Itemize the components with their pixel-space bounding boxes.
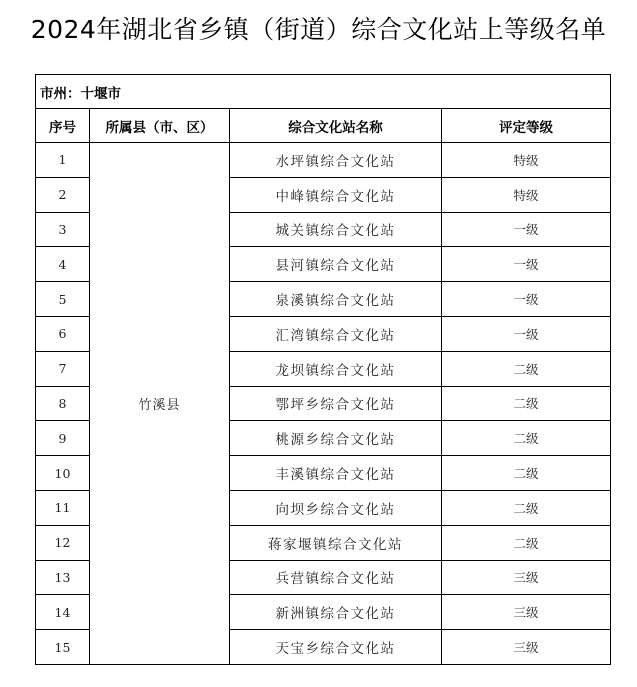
row-number: 13 <box>36 560 90 595</box>
grade-cell: 二级 <box>442 490 611 525</box>
station-name: 天宝乡综合文化站 <box>230 630 442 665</box>
station-name: 向坝乡综合文化站 <box>230 490 442 525</box>
station-name: 水坪镇综合文化站 <box>230 143 442 178</box>
row-number: 11 <box>36 490 90 525</box>
station-name: 县河镇综合文化站 <box>230 247 442 282</box>
row-number: 2 <box>36 177 90 212</box>
row-number: 1 <box>36 143 90 178</box>
row-number: 5 <box>36 282 90 317</box>
grade-cell: 二级 <box>442 421 611 456</box>
row-number: 9 <box>36 421 90 456</box>
county-cell: 竹溪县 <box>90 143 230 665</box>
header-no: 序号 <box>36 109 90 143</box>
header-grade: 评定等级 <box>442 109 611 143</box>
region-cell <box>36 75 611 109</box>
grade-cell: 二级 <box>442 351 611 386</box>
row-number: 3 <box>36 212 90 247</box>
row-number: 14 <box>36 595 90 630</box>
grade-cell: 一级 <box>442 282 611 317</box>
station-name: 汇湾镇综合文化站 <box>230 316 442 351</box>
station-name: 城关镇综合文化站 <box>230 212 442 247</box>
row-number: 8 <box>36 386 90 421</box>
station-name: 龙坝镇综合文化站 <box>230 351 442 386</box>
row-number: 4 <box>36 247 90 282</box>
grade-cell: 一级 <box>442 316 611 351</box>
station-name: 中峰镇综合文化站 <box>230 177 442 212</box>
region-label: 市州： <box>40 85 81 102</box>
grade-cell: 一级 <box>442 212 611 247</box>
grade-cell: 三级 <box>442 630 611 665</box>
grade-cell: 特级 <box>442 143 611 178</box>
grade-cell: 特级 <box>442 177 611 212</box>
row-number: 10 <box>36 456 90 491</box>
row-number: 7 <box>36 351 90 386</box>
station-name: 蒋家堰镇综合文化站 <box>230 525 442 560</box>
region-value: 十堰市 <box>80 85 121 102</box>
station-name: 新洲镇综合文化站 <box>230 595 442 630</box>
station-name: 丰溪镇综合文化站 <box>230 456 442 491</box>
header-row <box>36 109 611 143</box>
grade-cell: 二级 <box>442 525 611 560</box>
row-number: 12 <box>36 525 90 560</box>
page-title: 2024年湖北省乡镇（街道）综合文化站上等级名单 <box>30 15 607 44</box>
station-name: 泉溪镇综合文化站 <box>230 282 442 317</box>
grade-cell: 一级 <box>442 247 611 282</box>
header-county: 所属县（市、区） <box>90 109 230 143</box>
grade-cell: 三级 <box>442 560 611 595</box>
station-name: 兵营镇综合文化站 <box>230 560 442 595</box>
table-row <box>36 143 611 178</box>
station-name: 桃源乡综合文化站 <box>230 421 442 456</box>
grade-cell: 二级 <box>442 386 611 421</box>
header-name: 综合文化站名称 <box>230 109 442 143</box>
region-row <box>36 75 611 109</box>
grade-list-table <box>35 74 611 665</box>
grade-cell: 二级 <box>442 456 611 491</box>
row-number: 6 <box>36 316 90 351</box>
grade-cell: 三级 <box>442 595 611 630</box>
row-number: 15 <box>36 630 90 665</box>
station-name: 鄂坪乡综合文化站 <box>230 386 442 421</box>
